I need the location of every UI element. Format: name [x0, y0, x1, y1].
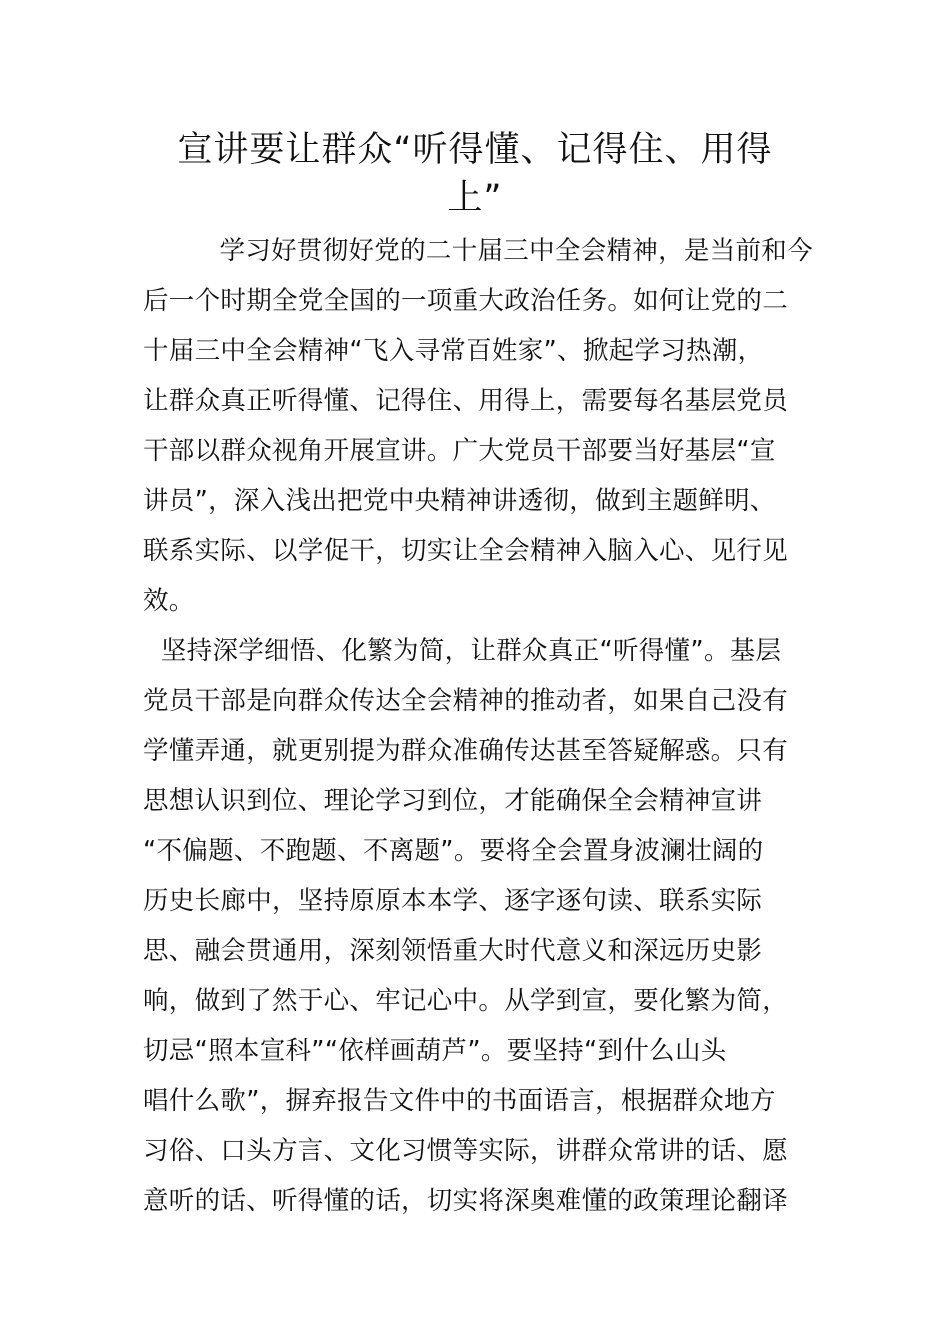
paragraph-line: 效。	[143, 586, 195, 616]
paragraph-line: 干部以群众视角开展宣讲。广大党员干部要当好基层“宣	[143, 436, 776, 466]
paragraph-line: 让群众真正听得懂、记得住、用得上，需要每名基层党员	[143, 386, 789, 416]
document-body	[143, 226, 813, 1226]
paragraph-line: 后一个时期全党全国的一项重大政治任务。如何让党的二	[143, 286, 789, 316]
paragraph	[143, 226, 813, 626]
paragraph-line: “不偏题、不跑题、不离题”。要将全会置身波澜壮阔的	[143, 836, 764, 866]
paragraph-line: 学懂弄通，就更别提为群众准确传达甚至答疑解惑。只有	[143, 736, 789, 766]
paragraph-line: 响，做到了然于心、牢记心中。从学到宣，要化繁为简，	[143, 986, 789, 1016]
paragraph-line: 思、融会贯通用，深刻领悟重大时代意义和深远历史影	[143, 936, 763, 966]
paragraph-line: 习俗、口头方言、文化习惯等实际，讲群众常讲的话、愿	[143, 1136, 789, 1166]
paragraph-line: 党员干部是向群众传达全会精神的推动者，如果自己没有	[143, 686, 789, 716]
paragraph-line: 学习好贯彻好党的二十届三中全会精神，是当前和今	[219, 236, 813, 266]
title-line: 宣讲要让群众“听得懂、记得住、用得	[177, 130, 773, 170]
paragraph-line: 讲员”，深入浅出把党中央精神讲透彻，做到主题鲜明、	[143, 486, 776, 516]
paragraph-line: 坚持深学细悟、化繁为简，让群众真正“听得懂”。基层	[160, 636, 782, 666]
paragraph-line: 意听的话、听得懂的话，切实将深奥难懂的政策理论翻译	[143, 1186, 789, 1216]
paragraph-line: 历史长廊中，坚持原原本本学、逐字逐句读、联系实际	[143, 886, 763, 916]
paragraph-line: 思想认识到位、理论学习到位，才能确保全会精神宣讲	[143, 786, 763, 816]
title-line: 上”	[447, 178, 503, 218]
paragraph-line: 十届三中全会精神“飞入寻常百姓家”、掀起学习热潮，	[143, 336, 764, 366]
paragraph	[143, 626, 813, 1226]
document-title	[140, 126, 810, 222]
paragraph-line: 唱什么歌”，摒弃报告文件中的书面语言，根据群众地方	[143, 1086, 776, 1116]
paragraph-line: 联系实际、以学促干，切实让全会精神入脑入心、见行见	[143, 536, 789, 566]
paragraph-line: 切忌“照本宣科”“依样画葫芦”。要坚持“到什么山头	[143, 1036, 727, 1066]
